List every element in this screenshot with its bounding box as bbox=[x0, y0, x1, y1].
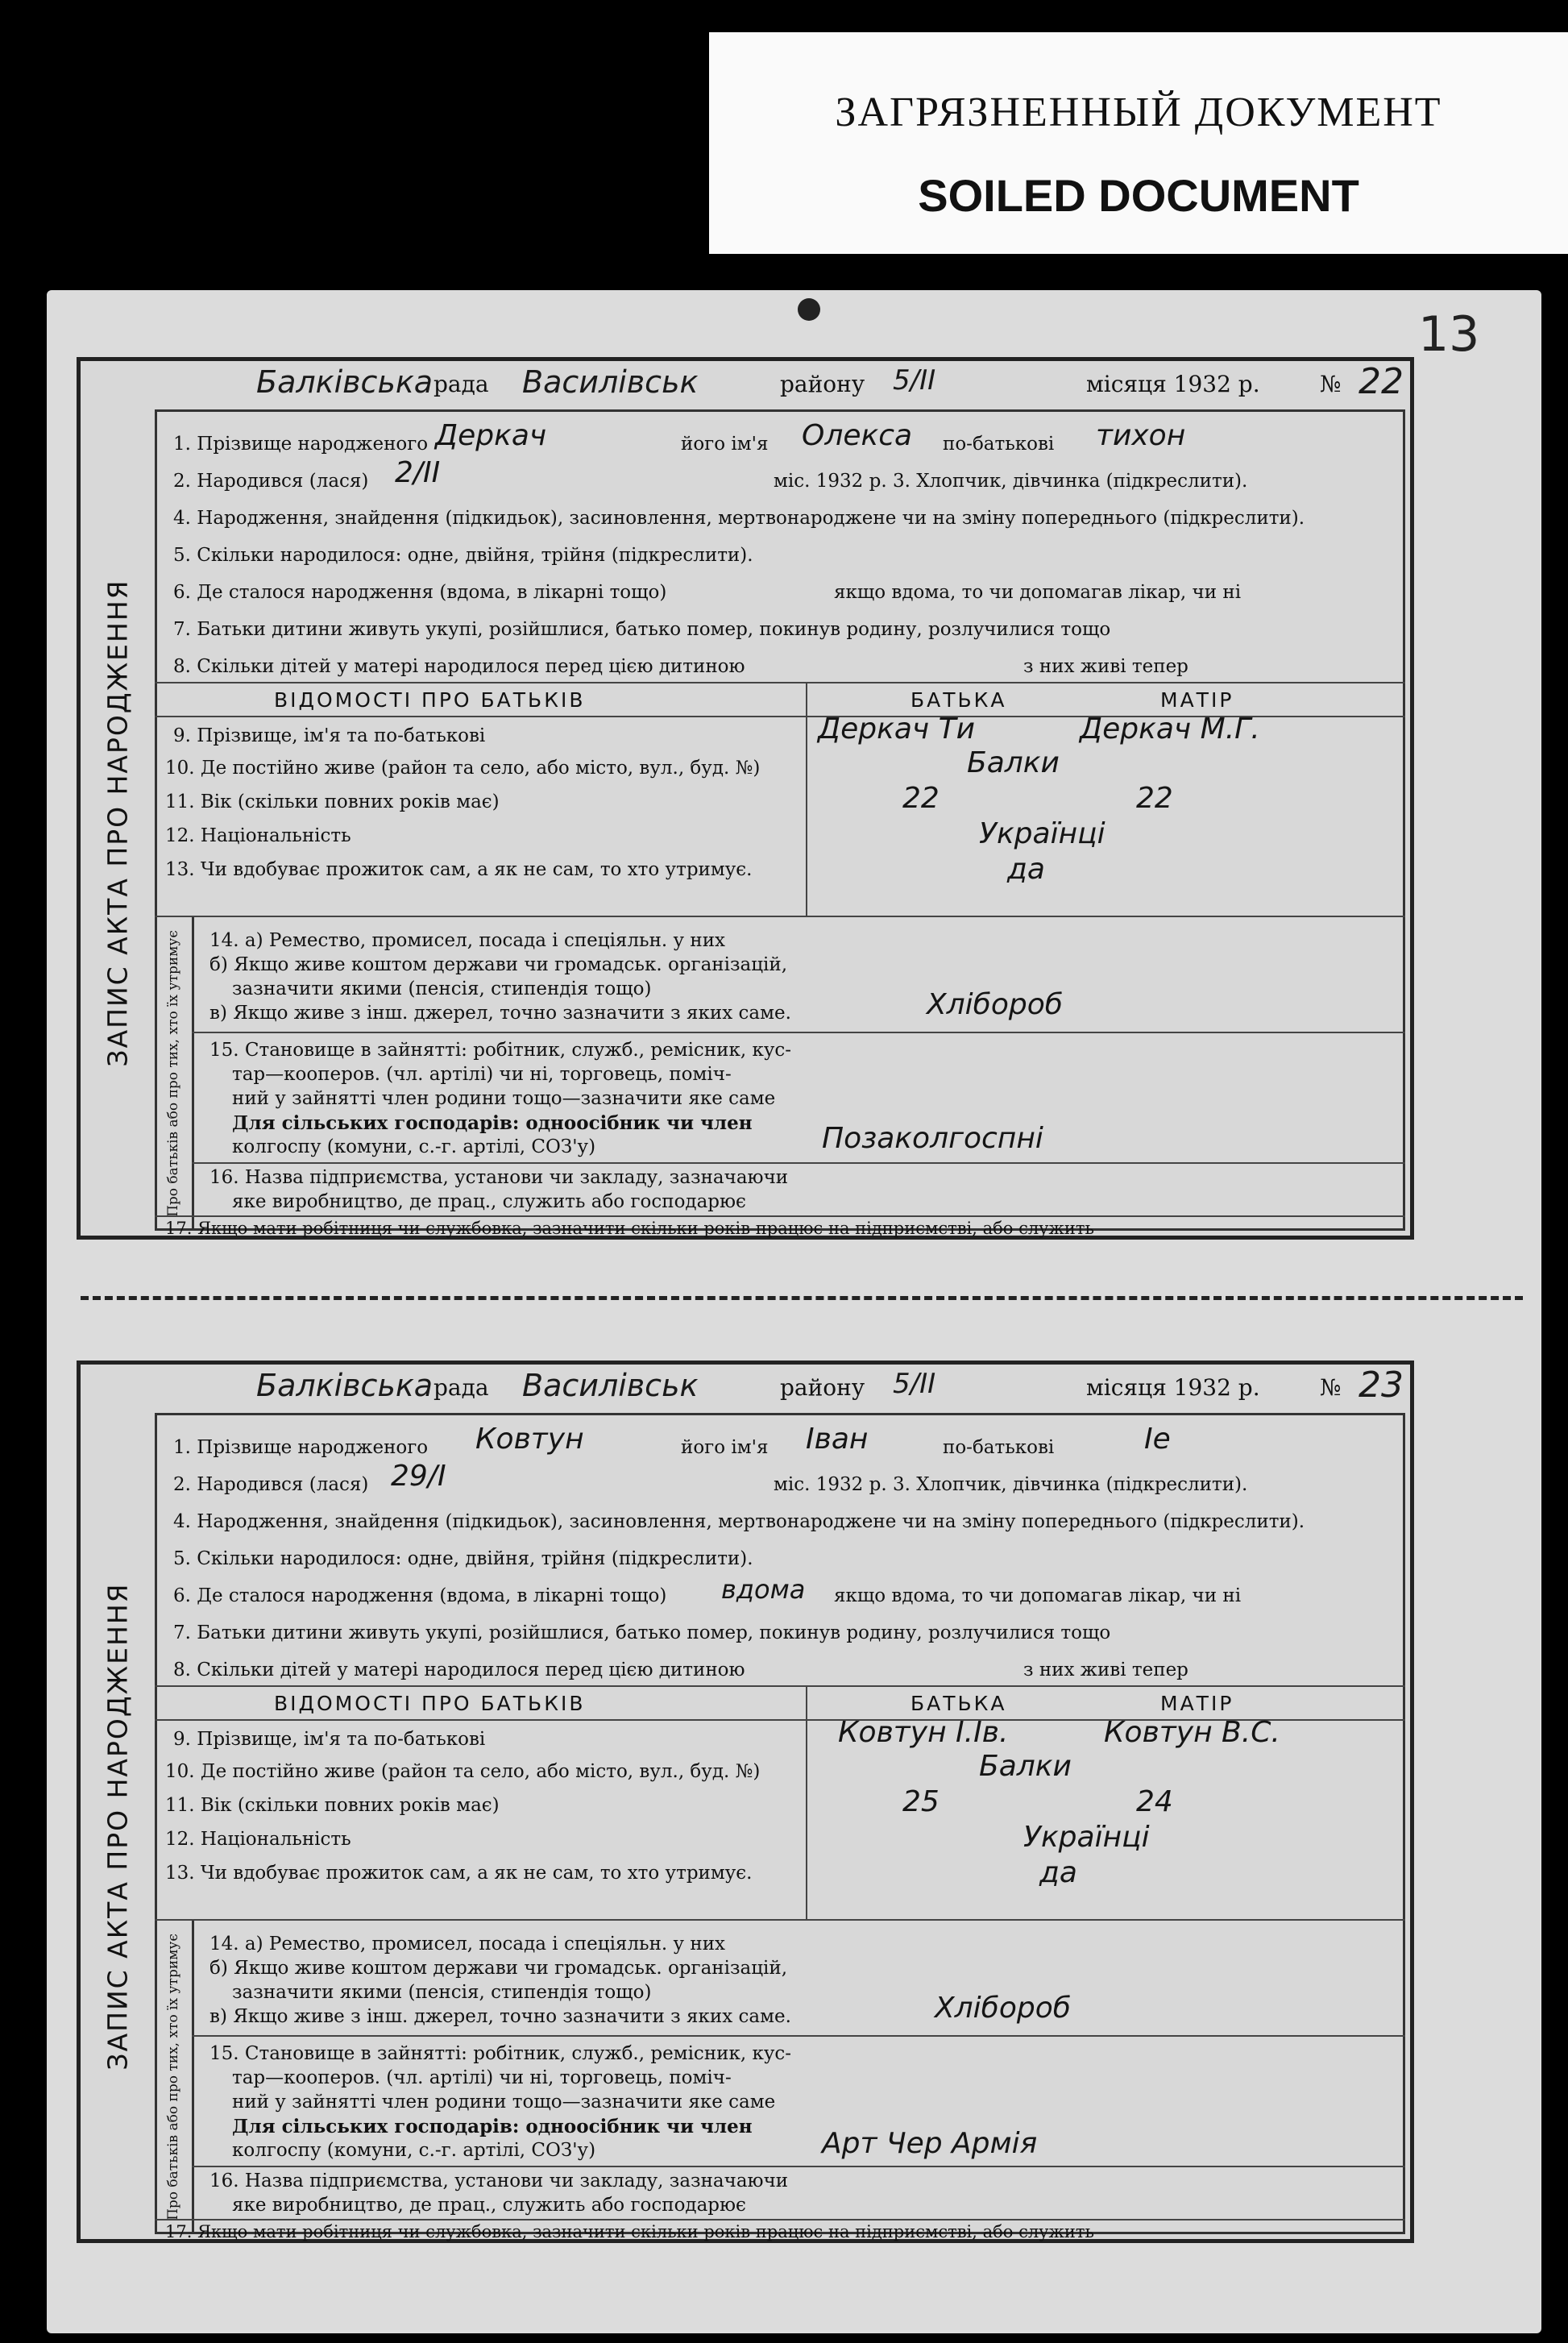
col-info: ВІДОМОСТІ ПРО БАТЬКІВ bbox=[274, 688, 586, 712]
row-17: 17. Якщо мати робітниця чи службовка, зазначити скільки років працює на підприємстві, або служить bbox=[165, 2222, 1094, 2241]
row-17: 17. Якщо мати робітниця чи службовка, зазначити скільки років працює на підприємстві, або служить bbox=[165, 1219, 1094, 1238]
record-header bbox=[95, 361, 1404, 408]
row-6: 6. Де сталося народження (вдома, в лікарні тощо) bbox=[173, 1585, 667, 1606]
row-11: 11. Вік (скільки повних років має) bbox=[165, 1795, 500, 1816]
row-7: 7. Батьки дитини живуть укупі, розійшлися, батько помер, покинув родину, розлучилися тощо bbox=[173, 619, 1111, 640]
self-support: да bbox=[1039, 1856, 1077, 1889]
row-16-a: 16. Назва підприємства, установи чи закладу, зазначаючи bbox=[209, 1167, 789, 1188]
row-11: 11. Вік (скільки повних років має) bbox=[165, 791, 500, 812]
row-13: 13. Чи вдобуває прожиток сам, а як не сам, то хто утримує. bbox=[165, 859, 753, 880]
row-15-a: 15. Становище в зайнятті: робітник, служб., ремісник, кус- bbox=[209, 1040, 792, 1061]
patronymic: тихон bbox=[1096, 419, 1186, 452]
number-label: № bbox=[1320, 1374, 1342, 1401]
row-6-b: якщо вдома, то чи допомагав лікар, чи ні bbox=[834, 582, 1242, 603]
row-15-e: колгоспу (комуни, с.-г. артілі, СОЗ'у) bbox=[232, 1136, 596, 1157]
row-7: 7. Батьки дитини живуть укупі, розійшлися, батько помер, покинув родину, розлучилися тощо bbox=[173, 1622, 1111, 1643]
row-6-b: якщо вдома, то чи допомагав лікар, чи ні bbox=[834, 1585, 1242, 1606]
surname: Деркач bbox=[435, 419, 547, 452]
father-name: Ковтун І.Ів. bbox=[838, 1716, 1009, 1749]
rada-value: Балківська bbox=[256, 1368, 433, 1403]
given-name: Олекса bbox=[802, 419, 913, 452]
row-14-b2: зазначити якими (пенсія, стипендія тощо) bbox=[232, 978, 652, 999]
row-5: 5. Скільки народилося: одне, двійня, трійня (підкреслити). bbox=[173, 545, 753, 566]
nationality: Українці bbox=[1023, 1821, 1150, 1854]
mother-name: Деркач М.Г. bbox=[1080, 712, 1260, 746]
row-15-a: 15. Становище в зайнятті: робітник, служб., ремісник, кус- bbox=[209, 2043, 792, 2064]
surname: Ковтун bbox=[475, 1423, 584, 1456]
row-15-c: ний у зайнятті член родини тощо—зазначити яке саме bbox=[232, 2092, 776, 2112]
row-6: 6. Де сталося народження (вдома, в лікарні тощо) bbox=[173, 582, 667, 603]
occupation: Хлібороб bbox=[927, 988, 1063, 1021]
record-number: 23 bbox=[1359, 1365, 1404, 1406]
col-father: БАТЬКА bbox=[911, 688, 1007, 712]
row-13: 13. Чи вдобуває прожиток сам, а як не сам, то хто утримує. bbox=[165, 1863, 753, 1884]
row-1-label: 1. Прізвище народженого bbox=[173, 434, 429, 455]
birth-place: вдома bbox=[721, 1574, 806, 1605]
label-ru: ЗАГРЯЗНЕННЫЙ ДОКУМЕНТ bbox=[835, 89, 1442, 135]
col-father: БАТЬКА bbox=[911, 1692, 1007, 1715]
row-5: 5. Скільки народилося: одне, двійня, трійня (підкреслити). bbox=[173, 1548, 753, 1569]
raion-label: району bbox=[780, 371, 865, 397]
row-15-b: тар—кооперов. (чл. артілі) чи ні, торговець, поміч- bbox=[232, 2067, 732, 2088]
mother-name: Ковтун В.С. bbox=[1104, 1716, 1280, 1749]
row-12: 12. Національність bbox=[165, 1829, 351, 1850]
patronymic: Іе bbox=[1144, 1423, 1171, 1456]
mother-age: 24 bbox=[1136, 1785, 1173, 1818]
occupation: Хлібороб bbox=[935, 1992, 1071, 2025]
row-14-b2: зазначити якими (пенсія, стипендія тощо) bbox=[232, 1982, 652, 2003]
row-14-c: в) Якщо живе з інш. джерел, точно зазначити з яких саме. bbox=[209, 2006, 791, 2027]
row-16-a: 16. Назва підприємства, установи чи закладу, зазначаючи bbox=[209, 2171, 789, 2191]
record-header bbox=[95, 1365, 1404, 1411]
row-1-name-label: його ім'я bbox=[681, 1437, 769, 1458]
row-9: 9. Прізвище, ім'я та по-батькові bbox=[173, 1729, 486, 1750]
col-mother: МАТІР bbox=[1160, 688, 1234, 712]
row-10: 10. Де постійно живе (район та село, або місто, вул., буд. №) bbox=[165, 758, 761, 779]
day-value: 5/II bbox=[893, 364, 936, 397]
row-8-b: з них живі тепер bbox=[1023, 1660, 1188, 1680]
birth-date: 2/II bbox=[395, 456, 441, 489]
rada-label: рада bbox=[433, 1374, 489, 1401]
month-label: місяця 1932 р. bbox=[1086, 1374, 1260, 1401]
row-15-d: Для сільських господарів: одноосібник чи член bbox=[232, 1112, 753, 1134]
row-4: 4. Народження, знайдення (підкидьок), засиновлення, мертвонароджене чи на зміну попереднього (підкреслити). bbox=[173, 1511, 1305, 1532]
raion-value: Василівськ bbox=[522, 1368, 699, 1403]
father-age: 25 bbox=[902, 1785, 940, 1818]
row-10: 10. Де постійно живе (район та село, або місто, вул., буд. №) bbox=[165, 1761, 761, 1782]
row-15-d: Для сільських господарів: одноосібник чи член bbox=[232, 2116, 753, 2137]
row-14-a: 14. а) Ремество, промисел, посада і спеціяльн. у них bbox=[209, 1934, 726, 1955]
row-4: 4. Народження, знайдення (підкидьок), засиновлення, мертвонароджене чи на зміну попереднього (підкреслити). bbox=[173, 508, 1305, 529]
row-15-e: колгоспу (комуни, с.-г. артілі, СОЗ'у) bbox=[232, 2140, 596, 2161]
raion-label: району bbox=[780, 1374, 865, 1401]
row-8: 8. Скільки дітей у матері народилося перед цією дитиною bbox=[173, 656, 745, 677]
birth-date: 29/I bbox=[391, 1460, 446, 1493]
enterprise: Арт Чер Армія bbox=[822, 2127, 1038, 2160]
day-value: 5/II bbox=[893, 1368, 936, 1400]
page-number: 13 bbox=[1418, 306, 1480, 363]
mother-age: 22 bbox=[1136, 782, 1173, 815]
row-9: 9. Прізвище, ім'я та по-батькові bbox=[173, 725, 486, 746]
cut-line bbox=[81, 1296, 1523, 1300]
birth-record-2 bbox=[77, 1361, 1414, 2243]
residence: Балки bbox=[979, 1750, 1072, 1783]
row-15-c: ний у зайнятті член родини тощо—зазначити яке саме bbox=[232, 1088, 776, 1109]
row-14-b: б) Якщо живе коштом держави чи громадськ. організацій, bbox=[209, 954, 788, 975]
side-title: ЗАПИС АКТА ПРО НАРОДЖЕННЯ bbox=[102, 1581, 134, 2071]
father-age: 22 bbox=[902, 782, 940, 815]
row-14-a: 14. а) Ремество, промисел, посада і спеціяльн. у них bbox=[209, 930, 726, 951]
row-16-b: яке виробництво, де прац., служить або господарює bbox=[232, 2195, 746, 2216]
employment-status: Позаколгоспні bbox=[822, 1122, 1043, 1155]
birth-record-1 bbox=[77, 357, 1414, 1240]
soiled-document-label bbox=[709, 32, 1568, 254]
row-8: 8. Скільки дітей у матері народилося перед цією дитиною bbox=[173, 1660, 745, 1680]
sub-side-title: Про батьків або про тих, хто їх утримує bbox=[155, 1921, 194, 2233]
row-14-c: в) Якщо живе з інш. джерел, точно зазначити з яких саме. bbox=[209, 1003, 791, 1024]
row-1-label: 1. Прізвище народженого bbox=[173, 1437, 429, 1458]
nationality: Українці bbox=[979, 817, 1105, 850]
sub-side-title: Про батьків або про тих, хто їх утримує bbox=[155, 917, 194, 1230]
rada-label: рада bbox=[433, 371, 489, 397]
father-name: Деркач Ти bbox=[818, 712, 976, 746]
label-en: SOILED DOCUMENT bbox=[918, 170, 1359, 221]
row-2-label: 2. Народився (лася) bbox=[173, 471, 369, 492]
row-8-b: з них живі тепер bbox=[1023, 656, 1188, 677]
col-info: ВІДОМОСТІ ПРО БАТЬКІВ bbox=[274, 1692, 586, 1715]
number-label: № bbox=[1320, 371, 1342, 397]
record-number: 22 bbox=[1359, 361, 1404, 402]
row-16-b: яке виробництво, де прац., служить або господарює bbox=[232, 1191, 746, 1212]
side-title: ЗАПИС АКТА ПРО НАРОДЖЕННЯ bbox=[102, 578, 134, 1067]
row-1-patronymic-label: по-батькові bbox=[943, 1437, 1055, 1458]
raion-value: Василівськ bbox=[522, 364, 699, 400]
self-support: да bbox=[1007, 853, 1045, 886]
month-label: місяця 1932 р. bbox=[1086, 371, 1260, 397]
rada-value: Балківська bbox=[256, 364, 433, 400]
row-2-label: 2. Народився (лася) bbox=[173, 1474, 369, 1495]
row-14-b: б) Якщо живе коштом держави чи громадськ. організацій, bbox=[209, 1958, 788, 1979]
given-name: Іван bbox=[806, 1423, 869, 1456]
row-2-sex: міс. 1932 р. 3. Хлопчик, дівчинка (підкреслити). bbox=[774, 1474, 1248, 1495]
row-1-patronymic-label: по-батькові bbox=[943, 434, 1055, 455]
row-2-sex: міс. 1932 р. 3. Хлопчик, дівчинка (підкреслити). bbox=[774, 471, 1248, 492]
residence: Балки bbox=[967, 746, 1060, 779]
row-15-b: тар—кооперов. (чл. артілі) чи ні, торговець, поміч- bbox=[232, 1064, 732, 1085]
row-1-name-label: його ім'я bbox=[681, 434, 769, 455]
row-12: 12. Національність bbox=[165, 825, 351, 846]
col-mother: МАТІР bbox=[1160, 1692, 1234, 1715]
